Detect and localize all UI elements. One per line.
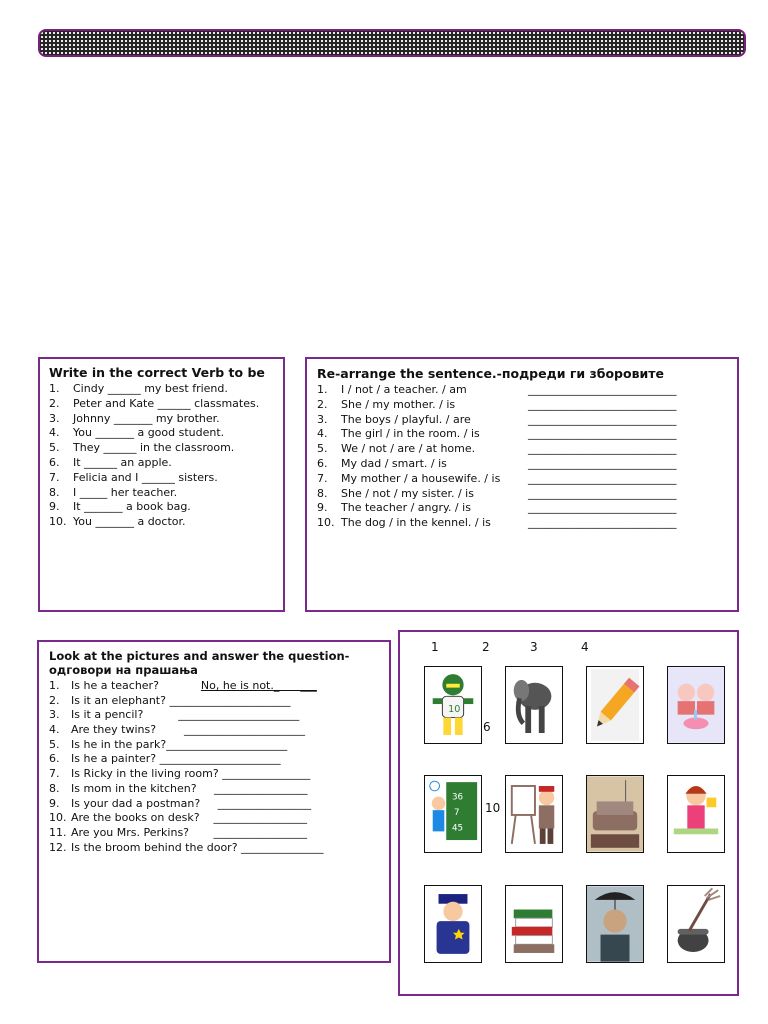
item-number: 4. [49, 426, 60, 440]
exercise-item [317, 442, 737, 457]
pictures-panel [398, 630, 739, 996]
football-player-picture [424, 666, 482, 744]
item-prompt: We / not / are / at home. [341, 442, 476, 456]
picture-number: 6 [483, 720, 491, 734]
exercise-list [49, 679, 389, 855]
boy-at-chalkboard-picture [424, 775, 482, 853]
svg-text:45: 45 [452, 823, 464, 834]
item-number: 4. [49, 723, 60, 737]
exercise-item [49, 456, 283, 471]
item-number: 9. [49, 796, 60, 810]
item-number: 11. [49, 825, 67, 839]
exercise-item [49, 738, 389, 753]
decorative-header-banner [38, 29, 746, 57]
woman-cooking-picture [667, 775, 725, 853]
item-number: 2. [317, 397, 328, 411]
exercise-item [49, 441, 283, 456]
item-number: 7. [317, 471, 328, 485]
item-text: Is he in the park?______________________ [71, 737, 288, 751]
item-number: 6. [317, 456, 328, 470]
rearrange-sentence-exercise [305, 357, 739, 612]
exercise-item [49, 767, 389, 782]
item-prompt: The boys / playful. / are [341, 412, 471, 426]
item-text: Is your dad a postman? _________________ [71, 796, 312, 810]
item-number: 8. [317, 486, 328, 500]
painter-picture [505, 775, 563, 853]
exercise-item [49, 500, 283, 515]
item-number: 10. [49, 811, 67, 825]
item-number: 10. [49, 515, 67, 529]
exercise-item [317, 457, 737, 472]
item-number: 6. [49, 455, 60, 469]
man-with-umbrella-picture [586, 885, 644, 963]
answer-line[interactable]: ___________________________ [528, 486, 677, 500]
exercise-item [317, 398, 737, 413]
item-text: Are you Mrs. Perkins? _________________ [71, 825, 307, 839]
item-text: Peter and Kate ______ classmates. [73, 396, 260, 410]
item-number: 8. [49, 485, 60, 499]
item-number: 3. [49, 708, 60, 722]
exercise-item [317, 472, 737, 487]
item-number: 3. [317, 412, 328, 426]
item-text: Is the broom behind the door? _______________ [71, 840, 324, 854]
item-text: It ______ an apple. [73, 455, 172, 469]
item-number: 5. [49, 441, 60, 455]
books-picture [505, 885, 563, 963]
svg-text:36: 36 [452, 792, 464, 803]
exercise-item [49, 782, 389, 797]
item-prompt: My mother / a housewife. / is [341, 471, 501, 485]
item-number: 1. [317, 383, 328, 396]
svg-text:10: 10 [448, 703, 461, 715]
exercise-item [317, 516, 737, 531]
item-number: 9. [317, 501, 328, 515]
item-prompt: My dad / smart. / is [341, 456, 447, 470]
item-number: 12. [49, 840, 67, 854]
exercise-item [49, 382, 283, 397]
item-number: 6. [49, 752, 60, 766]
item-prompt: The girl / in the room. / is [341, 427, 480, 441]
item-text: You _______ a good student. [73, 426, 225, 440]
item-prompt: The dog / in the kennel. / is [341, 516, 491, 530]
item-prompt: She / my mother. / is [341, 397, 456, 411]
item-text: Johnny _______ my brother. [73, 411, 220, 425]
answer-line[interactable]: ___________________________ [528, 516, 677, 530]
exercise-item [317, 487, 737, 502]
exercise-list [317, 383, 737, 531]
item-text: Is he a painter? ______________________ [71, 752, 281, 766]
police-officer-picture [424, 885, 482, 963]
item-number: 10. [317, 516, 335, 530]
exercise-title: Re-arrange the sentence.-подреди ги зборовите [317, 366, 664, 381]
exercise-item [49, 397, 283, 412]
item-text: They ______ in the classroom. [73, 441, 235, 455]
picture-number: 3 [530, 640, 538, 654]
item-number: 2. [49, 693, 60, 707]
answer-line[interactable]: ___________________________ [528, 456, 677, 470]
item-text: Are they twins? ______________________ [71, 723, 306, 737]
item-number: 4. [317, 427, 328, 441]
picture-number: 2 [482, 640, 490, 654]
sample-answer: No, he is not._ ___ [200, 679, 317, 692]
picture-number: 1 [431, 640, 439, 654]
elephant-picture [505, 666, 563, 744]
item-number: 7. [49, 470, 60, 484]
answer-line[interactable]: ___________________________ [528, 427, 677, 441]
exercise-item [317, 427, 737, 442]
answer-line[interactable]: ___________________________ [528, 412, 677, 426]
answer-line[interactable]: ___________________________ [528, 471, 677, 485]
living-room-picture [586, 775, 644, 853]
answer-line[interactable]: ___________________________ [528, 442, 677, 456]
item-prompt: The teacher / angry. / is [341, 501, 471, 515]
answer-line[interactable]: ___________________________ [528, 397, 677, 411]
item-text: Cindy ______ my best friend. [73, 382, 228, 395]
exercise-item [49, 752, 389, 767]
item-text: It _______ a book bag. [73, 500, 191, 514]
item-text: Is Ricky in the living room? ________________ [71, 767, 311, 781]
item-text: Are the books on desk? _________________ [71, 811, 308, 825]
exercise-item [49, 426, 283, 441]
item-text: You _______ a doctor. [73, 515, 186, 529]
exercise-item [49, 708, 389, 723]
item-number: 8. [49, 781, 60, 795]
broom-in-pot-picture [667, 885, 725, 963]
exercise-item [49, 412, 283, 427]
exercise-item [49, 694, 389, 709]
exercise-item [317, 413, 737, 428]
item-text: Is mom in the kitchen? _________________ [71, 781, 308, 795]
item-number: 7. [49, 767, 60, 781]
picture-number: 4 [581, 640, 589, 654]
item-number: 3. [49, 411, 60, 425]
pencil-picture [586, 666, 644, 744]
verb-to-be-exercise [38, 357, 285, 612]
answer-line[interactable]: ___________________________ [528, 501, 677, 515]
picture-questions-exercise [37, 640, 391, 963]
exercise-list [49, 382, 283, 530]
exercise-title: Write in the correct Verb to be [49, 365, 265, 380]
exercise-item [49, 826, 389, 841]
exercise-item [49, 471, 283, 486]
item-text: Felicia and I ______ sisters. [73, 470, 218, 484]
exercise-item [317, 383, 737, 398]
twins-picture [667, 666, 725, 744]
item-prompt: She / not / my sister. / is [341, 486, 474, 500]
picture-number: 10 [485, 801, 501, 815]
exercise-item [49, 515, 283, 530]
exercise-item [49, 811, 389, 826]
exercise-item [317, 501, 737, 516]
exercise-title: Look at the pictures and answer the question-одговори на прашања [49, 649, 350, 677]
exercise-item [49, 486, 283, 501]
exercise-item [49, 679, 389, 694]
exercise-item [49, 797, 389, 812]
item-text: Is it a pencil? ______________________ [71, 708, 300, 722]
item-number: 5. [49, 737, 60, 751]
item-number: 1. [49, 382, 60, 395]
item-number: 2. [49, 396, 60, 410]
item-number: 9. [49, 500, 60, 514]
item-text: I _____ her teacher. [73, 485, 178, 499]
item-text: Is he a teacher? [71, 679, 201, 692]
item-text: Is it an elephant? ______________________ [71, 693, 291, 707]
item-number: 5. [317, 442, 328, 456]
item-number: 1. [49, 679, 60, 692]
exercise-item [49, 841, 389, 856]
answer-line[interactable]: ___________________________ [528, 383, 677, 396]
exercise-item [49, 723, 389, 738]
svg-text:7: 7 [453, 807, 460, 818]
item-prompt: I / not / a teacher. / am [341, 383, 467, 396]
